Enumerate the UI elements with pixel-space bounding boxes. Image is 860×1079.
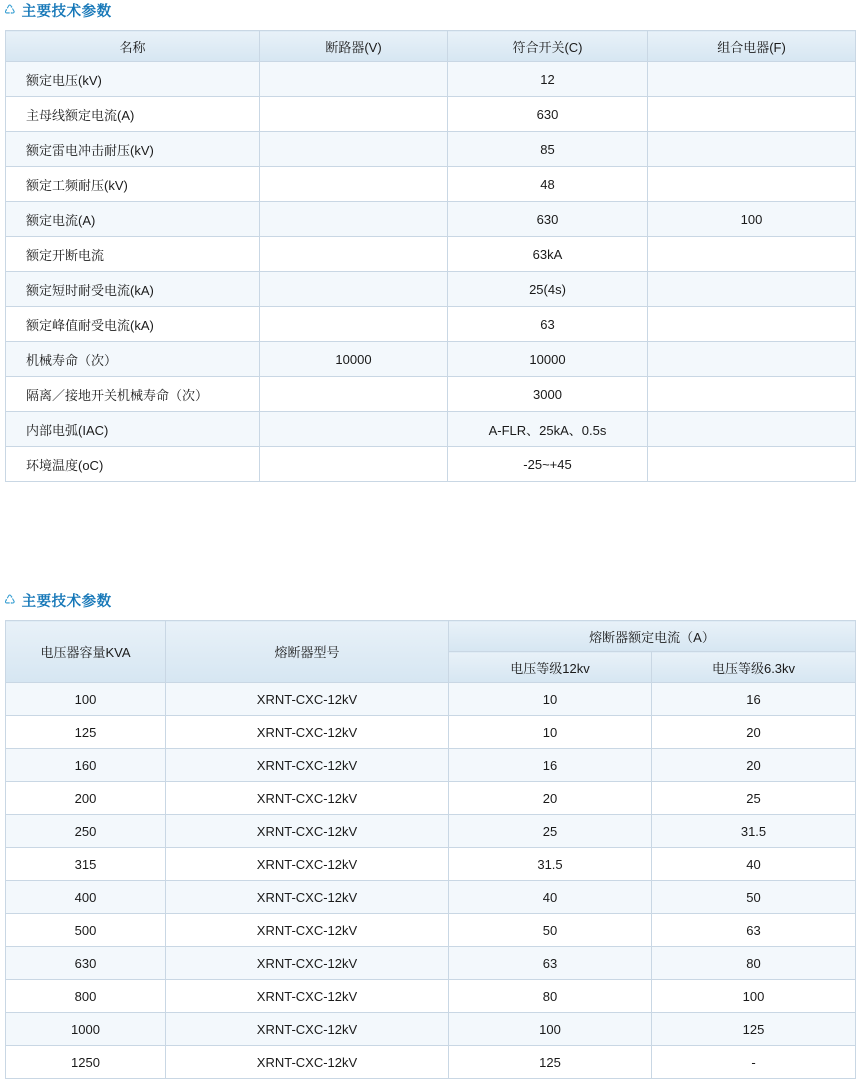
cell-current-12kv: 50 <box>449 914 652 947</box>
table-row <box>6 202 856 237</box>
cell-combined <box>648 307 856 342</box>
cell-switch: 10000 <box>448 342 648 377</box>
cell-model: XRNT-CXC-12kV <box>166 716 449 749</box>
cell-combined <box>648 447 856 482</box>
table-header-row-top <box>6 621 856 652</box>
column-header-combined: 组合电器(F) <box>648 31 856 62</box>
cell-switch: 63kA <box>448 237 648 272</box>
table-row <box>6 377 856 412</box>
column-header-name: 名称 <box>6 31 260 62</box>
table-row <box>6 342 856 377</box>
cell-capacity: 1000 <box>6 1013 166 1046</box>
table-row <box>6 97 856 132</box>
cell-model: XRNT-CXC-12kV <box>166 947 449 980</box>
cell-combined: 100 <box>648 202 856 237</box>
column-header-voltage-12kv: 电压等级12kv <box>449 652 652 683</box>
cell-current-6_3kv: 63 <box>652 914 856 947</box>
table-row <box>6 947 856 980</box>
cell-current-12kv: 125 <box>449 1046 652 1079</box>
table-row <box>6 881 856 914</box>
table-row <box>6 782 856 815</box>
cell-name: 额定电压(kV) <box>6 62 260 97</box>
cell-model: XRNT-CXC-12kV <box>166 914 449 947</box>
cell-current-6_3kv: - <box>652 1046 856 1079</box>
fuse-rating-table <box>5 620 856 1079</box>
cell-capacity: 400 <box>6 881 166 914</box>
cell-breaker <box>260 307 448 342</box>
table-header-row <box>6 31 856 62</box>
cell-switch: 3000 <box>448 377 648 412</box>
table-row <box>6 980 856 1013</box>
column-header-breaker: 断路器(V) <box>260 31 448 62</box>
cell-current-12kv: 10 <box>449 716 652 749</box>
cell-model: XRNT-CXC-12kV <box>166 815 449 848</box>
cell-name: 环境温度(oC) <box>6 447 260 482</box>
cell-switch: 630 <box>448 202 648 237</box>
table-row <box>6 815 856 848</box>
cell-model: XRNT-CXC-12kV <box>166 848 449 881</box>
table-row <box>6 914 856 947</box>
cell-model: XRNT-CXC-12kV <box>166 749 449 782</box>
cell-model: XRNT-CXC-12kV <box>166 881 449 914</box>
cell-name: 机械寿命（次） <box>6 342 260 377</box>
cell-combined <box>648 97 856 132</box>
cell-switch: 12 <box>448 62 648 97</box>
cell-combined <box>648 272 856 307</box>
cell-switch: 48 <box>448 167 648 202</box>
table-2-body <box>6 683 856 1079</box>
cell-switch: -25~+45 <box>448 447 648 482</box>
cell-name: 内部电弧(IAC) <box>6 412 260 447</box>
technical-parameters-table-1 <box>5 30 856 482</box>
table-row <box>6 132 856 167</box>
table-1-header <box>6 31 856 62</box>
table-1-body <box>6 62 856 482</box>
cell-capacity: 315 <box>6 848 166 881</box>
cell-name: 隔离／接地开关机械寿命（次） <box>6 377 260 412</box>
cell-breaker <box>260 447 448 482</box>
cell-switch: 630 <box>448 97 648 132</box>
cell-model: XRNT-CXC-12kV <box>166 980 449 1013</box>
table-row <box>6 307 856 342</box>
cell-current-6_3kv: 125 <box>652 1013 856 1046</box>
cell-current-12kv: 40 <box>449 881 652 914</box>
column-header-voltage-6_3kv: 电压等级6.3kv <box>652 652 856 683</box>
cell-current-12kv: 80 <box>449 980 652 1013</box>
cell-capacity: 250 <box>6 815 166 848</box>
cell-current-6_3kv: 20 <box>652 749 856 782</box>
cell-name: 额定短时耐受电流(kA) <box>6 272 260 307</box>
section-2-heading <box>0 590 860 611</box>
cell-capacity: 630 <box>6 947 166 980</box>
table-row <box>6 237 856 272</box>
cell-current-6_3kv: 50 <box>652 881 856 914</box>
table-row <box>6 447 856 482</box>
section-technical-parameters-2 <box>0 590 860 1079</box>
recycle-icon: ♺ <box>4 592 16 607</box>
cell-current-12kv: 20 <box>449 782 652 815</box>
column-header-switch: 符合开关(C) <box>448 31 648 62</box>
cell-capacity: 500 <box>6 914 166 947</box>
cell-capacity: 200 <box>6 782 166 815</box>
cell-breaker <box>260 202 448 237</box>
cell-switch: 63 <box>448 307 648 342</box>
section-1-heading <box>0 0 860 21</box>
table-row <box>6 683 856 716</box>
cell-combined <box>648 62 856 97</box>
section-2-title: 主要技术参数 <box>21 594 112 610</box>
table-2-header <box>6 621 856 683</box>
cell-breaker <box>260 97 448 132</box>
cell-current-12kv: 63 <box>449 947 652 980</box>
recycle-icon: ♺ <box>4 2 16 17</box>
cell-name: 额定工频耐压(kV) <box>6 167 260 202</box>
cell-capacity: 160 <box>6 749 166 782</box>
cell-current-12kv: 25 <box>449 815 652 848</box>
cell-model: XRNT-CXC-12kV <box>166 1046 449 1079</box>
cell-breaker: 10000 <box>260 342 448 377</box>
column-header-fuse-model: 熔断器型号 <box>166 621 449 683</box>
cell-current-6_3kv: 31.5 <box>652 815 856 848</box>
cell-model: XRNT-CXC-12kV <box>166 1013 449 1046</box>
cell-combined <box>648 132 856 167</box>
cell-breaker <box>260 412 448 447</box>
cell-model: XRNT-CXC-12kV <box>166 683 449 716</box>
table-row <box>6 749 856 782</box>
cell-combined <box>648 167 856 202</box>
cell-capacity: 800 <box>6 980 166 1013</box>
cell-capacity: 125 <box>6 716 166 749</box>
cell-name: 额定雷电冲击耐压(kV) <box>6 132 260 167</box>
table-row <box>6 167 856 202</box>
cell-name: 主母线额定电流(A) <box>6 97 260 132</box>
cell-breaker <box>260 272 448 307</box>
cell-breaker <box>260 237 448 272</box>
cell-breaker <box>260 167 448 202</box>
table-row <box>6 272 856 307</box>
cell-breaker <box>260 62 448 97</box>
table-row <box>6 848 856 881</box>
column-header-capacity: 电压器容量KVA <box>6 621 166 683</box>
cell-switch: 25(4s) <box>448 272 648 307</box>
cell-current-6_3kv: 100 <box>652 980 856 1013</box>
cell-current-6_3kv: 25 <box>652 782 856 815</box>
cell-combined <box>648 237 856 272</box>
cell-name: 额定电流(A) <box>6 202 260 237</box>
cell-switch: A-FLR、25kA、0.5s <box>448 412 648 447</box>
cell-combined <box>648 342 856 377</box>
cell-switch: 85 <box>448 132 648 167</box>
table-row <box>6 62 856 97</box>
table-row <box>6 412 856 447</box>
cell-current-6_3kv: 16 <box>652 683 856 716</box>
cell-current-12kv: 100 <box>449 1013 652 1046</box>
section-technical-parameters-1 <box>0 0 860 482</box>
cell-model: XRNT-CXC-12kV <box>166 782 449 815</box>
cell-current-6_3kv: 20 <box>652 716 856 749</box>
cell-breaker <box>260 377 448 412</box>
column-header-fuse-rated-current: 熔断器额定电流（A） <box>449 621 856 652</box>
cell-breaker <box>260 132 448 167</box>
cell-capacity: 1250 <box>6 1046 166 1079</box>
cell-current-12kv: 31.5 <box>449 848 652 881</box>
table-row <box>6 716 856 749</box>
section-1-title: 主要技术参数 <box>21 4 112 20</box>
cell-combined <box>648 377 856 412</box>
cell-name: 额定峰值耐受电流(kA) <box>6 307 260 342</box>
cell-combined <box>648 412 856 447</box>
table-row <box>6 1046 856 1079</box>
cell-current-6_3kv: 40 <box>652 848 856 881</box>
cell-current-12kv: 10 <box>449 683 652 716</box>
table-row <box>6 1013 856 1046</box>
cell-capacity: 100 <box>6 683 166 716</box>
cell-current-12kv: 16 <box>449 749 652 782</box>
cell-name: 额定开断电流 <box>6 237 260 272</box>
cell-current-6_3kv: 80 <box>652 947 856 980</box>
